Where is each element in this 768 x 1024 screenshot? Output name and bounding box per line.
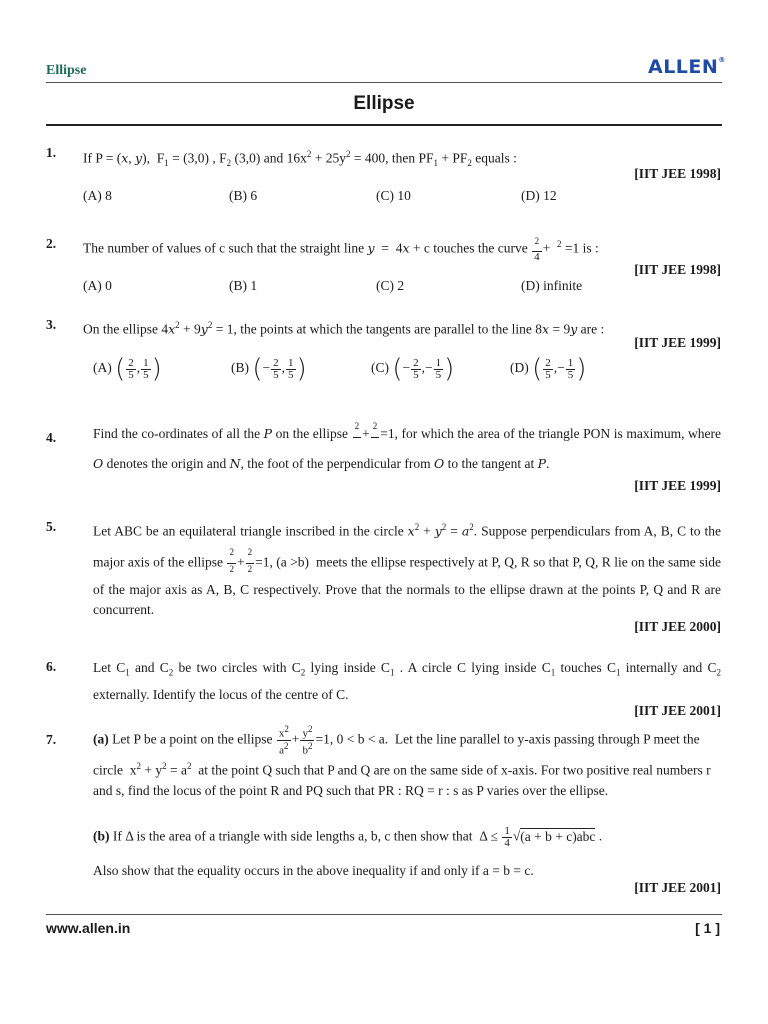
- option: (D) infinite: [521, 278, 583, 293]
- exam-reference: [IIT JEE 2001]: [634, 880, 721, 895]
- website-link[interactable]: www.allen.in: [46, 920, 131, 936]
- option: (A) 8: [83, 188, 112, 203]
- page-title: Ellipse: [353, 93, 415, 114]
- exam-reference: [IIT JEE 2000]: [634, 619, 721, 634]
- question-text: (a) Let P be a point on the ellipse $\frac{x^2}{a^2}$ + $\frac{y^2}{b^2}$ =1, 0 < b < a. Let the line parallel to y-axis passing through P meet the circle $x^2 + y^2 = a^2$ at the point Q such that P and Q are on the same side of x-axis. For two positive real numbers r and s, find the locus of the point R and PQ such that PR : RQ = r : s as P varies over the ellipse.: [93, 724, 711, 798]
- question-number: 5.: [46, 519, 57, 534]
- page-number: [ 1 ]: [695, 920, 720, 936]
- option: (B) (− $\frac{2}{5}$ , $\frac{1}{5}$ ): [231, 354, 307, 384]
- question-number: 6.: [46, 659, 57, 674]
- option: (D) 12: [521, 188, 557, 203]
- option: (A) ( $\frac{2}{5}$ , $\frac{1}{5}$ ): [93, 354, 162, 384]
- allen-logo: ALLEN®: [648, 56, 726, 78]
- option: (C) 2: [376, 278, 405, 293]
- question-text: On the ellipse $4x^2 + 9y^2 = 1$, the points at which the tangents are parallel to the line 8x = 9y are :: [83, 320, 605, 337]
- exam-reference: [IIT JEE 1998]: [634, 166, 721, 181]
- exam-reference: [IIT JEE 1999]: [634, 478, 721, 493]
- question-text: Also show that the equality occurs in the above inequality if and only if a = b = c.: [93, 863, 534, 878]
- question-number: 2.: [46, 236, 57, 251]
- option: (B) 1: [229, 278, 258, 293]
- option: (C) (− $\frac{2}{5}$ ,− $\frac{1}{5}$ ): [371, 354, 455, 384]
- question-text: If P = (x, y), $F_1 = (3,0)$ , $F_2$ (3,0) and $16x^2 + 25y^2 = 400$, then $PF_1 + PF_2$ equals :: [83, 149, 517, 169]
- question-text: Let $C_1$ and $C_2$ be two circles with $C_2$ lying inside $C_1$ . A circle C lying inside $C_1$ touches $C_1$ internally and $C_2$ externally. Identify the locus of the centre of C.: [93, 660, 721, 702]
- question-number: 7.: [46, 732, 57, 747]
- exam-reference: [IIT JEE 1998]: [634, 262, 721, 277]
- question-text: The number of values of c such that the straight line y = 4x + c touches the curve $\frac{^2}{4}$ + $^2$ =1 is :: [83, 235, 599, 264]
- option: (A) 0: [83, 278, 112, 293]
- option: (B) 6: [229, 188, 258, 203]
- option: (D) ( $\frac{2}{5}$ ,− $\frac{1}{5}$ ): [510, 354, 587, 384]
- exam-reference: [IIT JEE 2001]: [634, 703, 721, 718]
- question-text: Let ABC be an equilateral triangle inscribed in the circle $x^2 + y^2 = a^2$. Suppose perpendiculars from A, B, C to the major axis of the ellipse $\frac{^2}{^2}$ + $\frac{^2}{^2}$ =1, (a >b) meets the ellipse respectively at P, Q, R so that P, Q, R lie on the same side of the major axis as A, B, C respectively. Prove that the normals to the ellipse drawn at the points P, Q and R are concurrent.: [93, 522, 721, 617]
- question-text: Find the co-ordinates of all the P on the ellipse $^2$ + $^2$ =1, for which the area of the triangle PON is maximum, where O denotes the origin and N, the foot of the perpendicular from O to the tangent at P.: [93, 421, 721, 471]
- exam-reference: [IIT JEE 1999]: [634, 335, 721, 350]
- header-rule: [46, 82, 722, 83]
- section-header: Ellipse: [46, 63, 87, 78]
- question-number: 4.: [46, 430, 57, 445]
- question-number: 1.: [46, 145, 57, 160]
- question-text: (b) If Δ is the area of a triangle with side lengths a, b, c then show that Δ ≤ $\frac{1}{4}$ √(a + b + c)abc .: [93, 825, 603, 849]
- option: (C) 10: [376, 188, 411, 203]
- question-number: 3.: [46, 317, 57, 332]
- footer-rule: [46, 914, 722, 915]
- title-rule: [46, 124, 722, 126]
